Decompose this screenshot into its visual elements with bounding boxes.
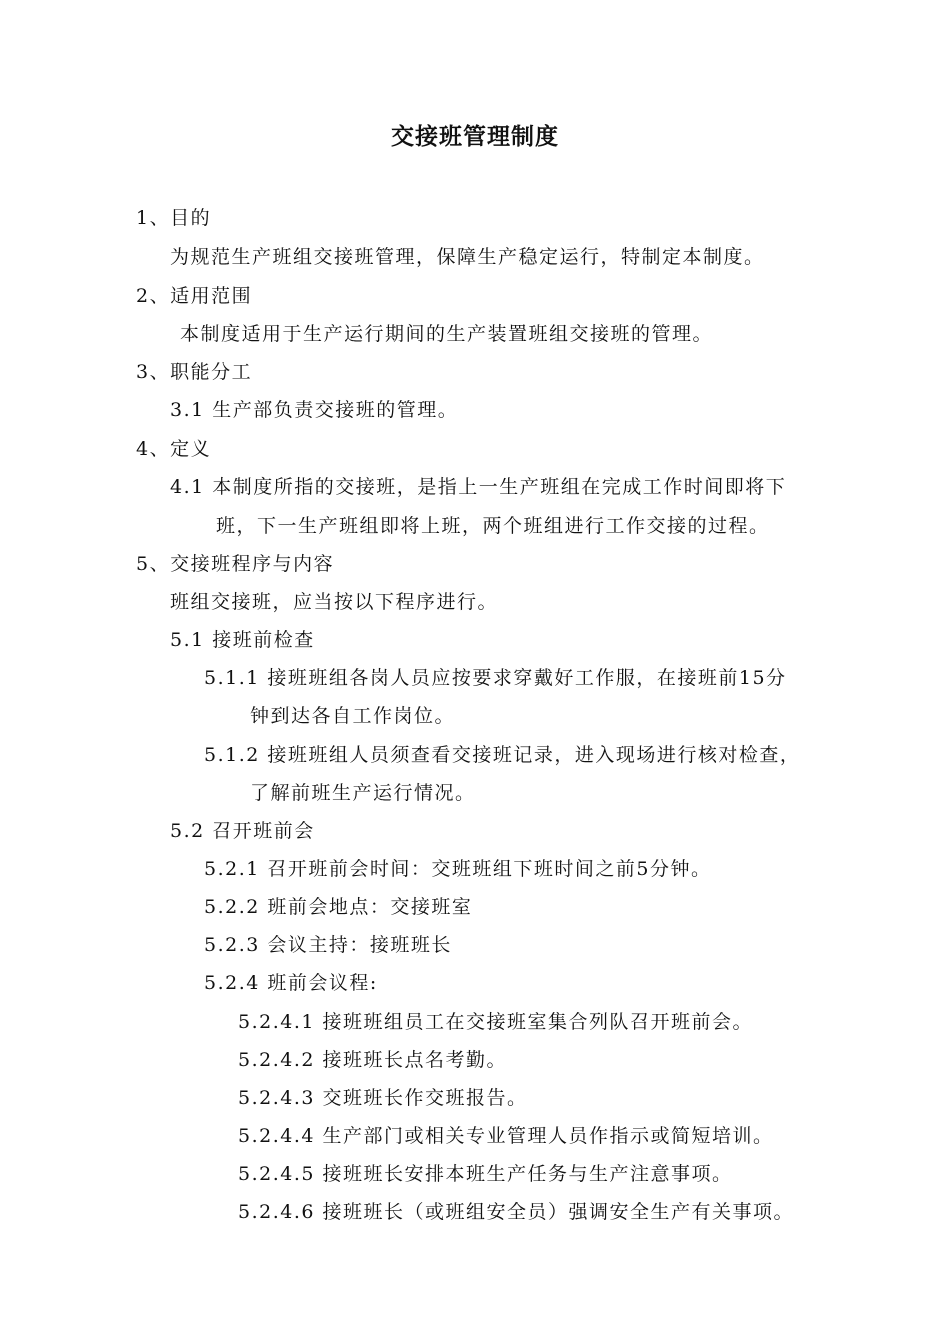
clause-5-1-1: 5.1.1 接班班组各岗人员应按要求穿戴好工作服，在接班前15分 xyxy=(204,667,787,689)
clause-5-2-4-4: 5.2.4.4 生产部门或相关专业管理人员作指示或简短培训。 xyxy=(238,1125,774,1147)
document-title: 交接班管理制度 xyxy=(391,124,559,150)
clause-3-1: 3.1 生产部负责交接班的管理。 xyxy=(170,399,459,421)
clause-5-2-3: 5.2.3 会议主持：接班班长 xyxy=(204,934,452,956)
clause-5-2-4-6: 5.2.4.6 接班班长（或班组安全员）强调安全生产有关事项。 xyxy=(238,1201,795,1223)
clause-5-2-4-2: 5.2.4.2 接班班长点名考勤。 xyxy=(238,1049,508,1071)
clause-4-1-continued: 班，下一生产班组即将上班，两个班组进行工作交接的过程。 xyxy=(216,515,770,537)
section-heading-procedure: 5、交接班程序与内容 xyxy=(136,553,335,575)
clause-5-2-4-5: 5.2.4.5 接班班长安排本班生产任务与生产注意事项。 xyxy=(238,1163,733,1185)
paragraph-purpose: 为规范生产班组交接班管理，保障生产稳定运行，特制定本制度。 xyxy=(170,246,765,268)
section-heading-scope: 2、适用范围 xyxy=(136,285,253,307)
clause-5-2-4-3: 5.2.4.3 交班班长作交班报告。 xyxy=(238,1087,528,1109)
clause-5-2: 5.2 召开班前会 xyxy=(170,820,315,842)
section-heading-responsibilities: 3、职能分工 xyxy=(136,361,253,383)
clause-5-1: 5.1 接班前检查 xyxy=(170,629,315,651)
clause-5-1-2-continued: 了解前班生产运行情况。 xyxy=(250,782,476,804)
paragraph-procedure: 班组交接班，应当按以下程序进行。 xyxy=(170,591,499,613)
clause-5-2-2: 5.2.2 班前会地点：交接班室 xyxy=(204,896,473,918)
section-heading-definition: 4、定义 xyxy=(136,438,212,460)
clause-5-1-1-continued: 钟到达各自工作岗位。 xyxy=(250,705,456,727)
section-heading-purpose: 1、目的 xyxy=(136,207,212,229)
paragraph-scope: 本制度适用于生产运行期间的生产装置班组交接班的管理。 xyxy=(180,323,714,345)
clause-5-2-4: 5.2.4 班前会议程: xyxy=(204,972,378,994)
clause-5-1-2: 5.1.2 接班班组人员须查看交接班记录，进入现场进行核对检查， xyxy=(204,744,801,766)
clause-4-1: 4.1 本制度所指的交接班，是指上一生产班组在完成工作时间即将下 xyxy=(170,476,787,498)
clause-5-2-1: 5.2.1 召开班前会时间：交班班组下班时间之前5分钟。 xyxy=(204,858,712,880)
clause-5-2-4-1: 5.2.4.1 接班班组员工在交接班室集合列队召开班前会。 xyxy=(238,1011,754,1033)
